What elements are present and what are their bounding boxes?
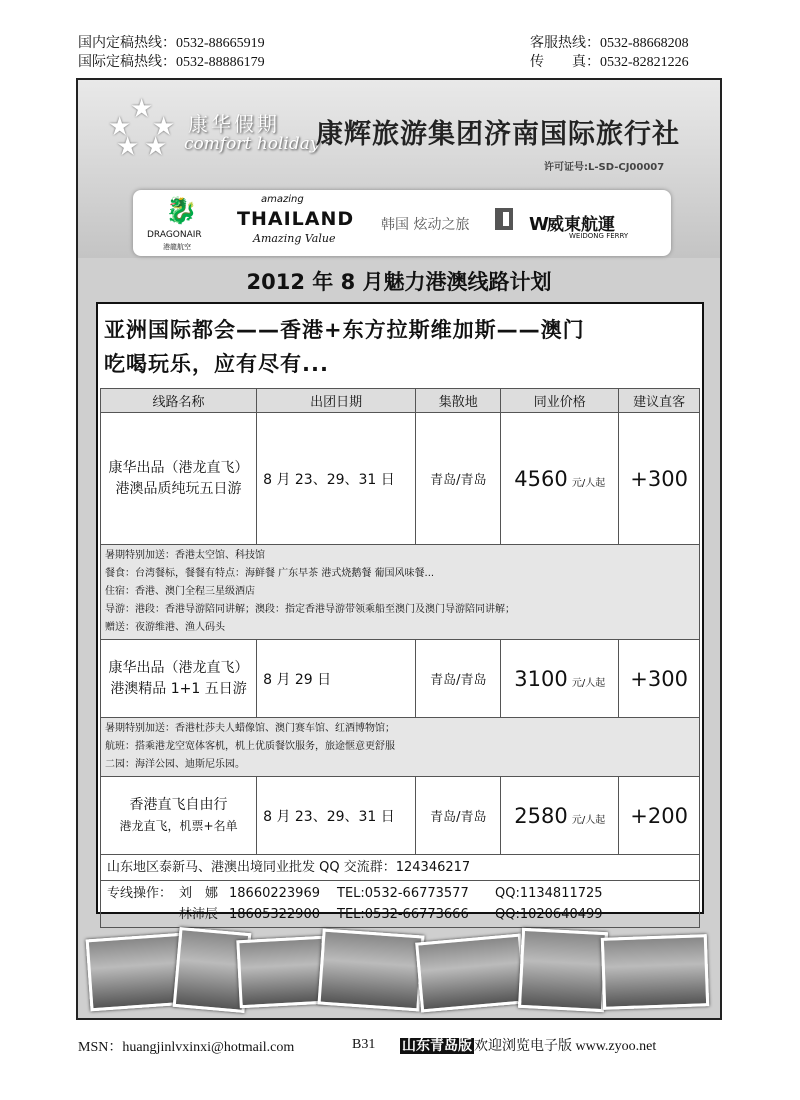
msn-contact: MSN：huangjinlvxinxi@hotmail.com [78,1040,295,1055]
partner-strip [133,190,671,256]
route-box [96,302,704,922]
headline-1: 亚洲国际都会——香港+东方拉斯维加斯——澳门 [104,318,585,342]
table-row [101,413,700,545]
domestic-hotline: 国内定稿热线：0532-88665919 [78,36,265,51]
islands-photo [317,929,424,1012]
route-dates: 8 月 29 日 [257,640,416,718]
contact-tel: TEL:0532-66773666 [337,907,469,922]
route-hub: 青岛/青岛 [416,777,501,855]
route-hub: 青岛/青岛 [416,413,501,545]
boat-photo [415,934,527,1013]
edition-label: 山东青岛版 [402,1038,472,1054]
contact-mobile: 18605322900 [229,907,320,922]
route-price: 4560 元/人起 [501,413,619,545]
col-retail: 建议直客 [619,389,700,413]
route-premium: +300 [619,640,700,718]
route-premium: +200 [619,777,700,855]
thailand-top: amazing [261,194,304,205]
star-logo-icon: ★ ★ ★ ★ ★ [108,94,176,162]
dragonair-cn: 港龍航空 [163,243,191,251]
international-hotline: 国际定稿热线：0532-88886179 [78,55,265,70]
contact-name: 刘 娜 [179,886,219,901]
contact-qq: QQ:1020640499 [495,907,603,922]
qq-group-row: 山东地区泰新马、港澳出境同业批发 QQ 交流群：124346217 [101,855,700,881]
headline-2: 吃喝玩乐，应有尽有... [104,352,329,376]
col-price: 同业价格 [501,389,619,413]
license-number: 许可证号:L-SD-CJ00007 [544,162,665,173]
table-row [101,640,700,718]
dragonair-name: DRAGONAIR [147,230,202,240]
contact-qq: QQ:1134811725 [495,886,603,901]
harbor-photo [236,936,327,1009]
brand-cn: 康华假期 [188,112,280,136]
service-hotline: 客服热线：0532-88668208 [530,36,689,51]
header-band [78,80,720,258]
col-hub: 集散地 [416,389,501,413]
weidong-en: WEIDONG FERRY [569,232,629,240]
contact-tel: TEL:0532-66773577 [337,886,469,901]
contact-label: 专线操作： [107,886,173,901]
col-date: 出团日期 [257,389,416,413]
route-premium: +300 [619,413,700,545]
table-row [101,777,700,855]
korea-logo-icon [495,208,513,230]
page-number: B31 [352,1037,376,1052]
contact-name: 林沛辰 [179,907,219,922]
contact-row [101,881,700,928]
thailand-name: THAILAND [237,208,355,230]
advert-frame [76,78,722,1020]
route-hub: 青岛/青岛 [416,640,501,718]
contact-mobile: 18660223969 [229,886,320,901]
route-table [100,388,700,928]
route-notes: 暑期特别加送：香港杜莎夫人蜡像馆、澳门赛车馆、红酒博物馆； 航班：搭乘港龙空宽体客机，机上优质餐饮服务，旅途惬意更舒服 二园：海洋公园、迪斯尼乐园。 [101,718,700,777]
photo-collage [88,926,710,1012]
weidong-logo-icon: W [529,214,549,235]
route-dates: 8 月 23、29、31 日 [257,777,416,855]
route-dates: 8 月 23、29、31 日 [257,413,416,545]
brand-en: comfort holiday [184,134,320,154]
route-name: 康华出品（港龙直飞） 港澳精品 1+1 五日游 [101,640,257,718]
route-notes: 暑期特别加送：香港太空馆、科技馆 餐食：台湾餐标，餐餐有特点：海鲜餐 广东早茶 港式烧鹅餐 葡国风味餐... 住宿：香港、澳门全程三星级酒店 导游：港段：香港导游陪同讲解；澳段：指定香港导游带领乘船至澳门及澳门导游陪同讲解； 赠送：夜游维港、渔人码头 [101,545,700,640]
dragon-logo-icon: 🐉 [165,196,198,226]
route-price: 3100 元/人起 [501,640,619,718]
agency-name: 康辉旅游集团济南国际旅行社 [316,119,680,150]
welcome-text: 欢迎浏览电子版 www.zyoo.net [474,1039,657,1054]
col-route: 线路名称 [101,389,257,413]
thailand-sub: Amazing Value [253,232,336,245]
palace-photo [518,928,608,1012]
plan-title: 2012 年 8 月魅力港澳线路计划 [246,270,552,294]
route-price: 2580 元/人起 [501,777,619,855]
edition-tag [400,1035,656,1055]
weidong-name: 威東航運 [547,215,615,235]
pagoda-photo [601,934,709,1010]
route-name: 康华出品（港龙直飞） 港澳品质纯玩五日游 [101,413,257,545]
korea-tour: 韩国 炫动之旅 [381,217,470,233]
fax-line: 传 真：0532-82821226 [530,55,689,70]
route-name: 香港直飞自由行 港龙直飞，机票+名单 [101,777,257,855]
